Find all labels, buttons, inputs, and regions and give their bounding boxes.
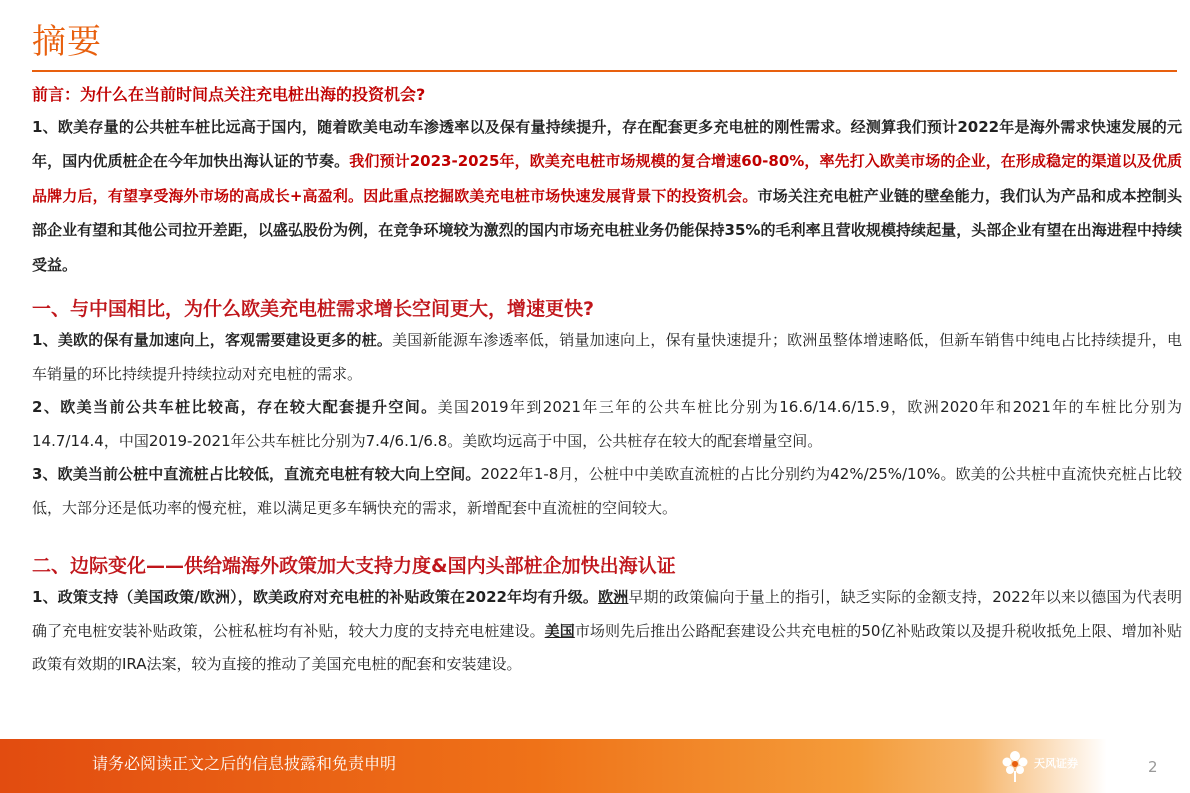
section-1-item-3-lead: 3、欧美当前公桩中直流桩占比较低，直流充电桩有较大向上空间。 <box>32 465 481 484</box>
tianfeng-flower-logo-icon <box>1000 749 1030 783</box>
page-number: 2 <box>1148 758 1158 776</box>
section-1-heading: 一、与中国相比，为什么欧美充电桩需求增长空间更大，增速更快? <box>32 298 595 321</box>
report-body <box>32 80 1182 682</box>
section-2-item-1 <box>32 581 1182 682</box>
section-2-heading: 二、边际变化——供给端海外政策加大支持力度&国内头部桩企加快出海认证 <box>32 555 676 578</box>
page-title: 摘要 <box>32 22 102 62</box>
section-2-eu-body: 早期的政策偏向于量上的指引，缺乏实际的金额支持，2022年以来以德国为代表明确了充电桩安装补贴政策，公桩私桩均有补贴，较大力度的支持充电桩建设。 <box>32 588 1182 640</box>
section-1-item-3 <box>32 458 1182 525</box>
section-2-eu-label: 欧洲 <box>598 588 629 607</box>
section-1-item-3-body: 2022年1-8月，公桩中中美欧直流桩的占比分别约为42%/25%/10%。欧美的公共桩中直流快充桩占比较低，大部分还是低功率的慢充桩，难以满足更多车辆快充的需求，新增配套中直流桩的空间较大。 <box>32 465 1182 517</box>
intro-paragraph <box>32 110 1182 282</box>
section-2-us-body: 市场则先后推出公路配套建设公共充电桩的50亿补贴政策以及提升税收抵免上限、增加补贴政策有效期的IRA法案，较为直接的推动了美国充电桩的配套和安装建设。 <box>32 621 1182 674</box>
title-divider <box>32 70 1177 72</box>
section-1-item-1-body: 美国新能源车渗透率低，销量加速向上，保有量快速提升；欧洲虽整体增速略低，但新车销售中纯电占比持续提升，电车销量的环比持续提升持续拉动对充电桩的需求。 <box>32 331 1182 383</box>
intro-question: 前言：为什么在当前时间点关注充电桩出海的投资机会? <box>32 85 426 104</box>
section-1-item-1-lead: 1、美欧的保有量加速向上，客观需要建设更多的桩。 <box>32 331 393 350</box>
intro-sentence-1: 1、欧美存量的公共桩车桩比远高于国内，随着欧美电动车渗透率以及保有量持续提升，存在配套更多充电桩的刚性需求。经测算我们预计2022年是海外需求快速发展的元年，国内优质桩企在今年加快出海认证的节奏。 <box>32 118 1182 171</box>
footer-disclaimer: 请务必阅读正文之后的信息披露和免责申明 <box>92 754 397 773</box>
company-logo <box>1000 749 1110 785</box>
intro-sentence-2: 我们预计2023-2025年，欧美充电桩市场规模的复合增速60-80%，率先打入欧美市场的企业，在形成稳定的渠道以及优质品牌力后，有望享受海外市场的高成长+高盈利。因此重点挖掘欧美充电桩市场快速发展背景下的投资机会。 <box>32 152 1182 205</box>
intro-sentence-3: 市场关注充电桩产业链的壁垒能力，我们认为产品和成本控制头部企业有望和其他公司拉开差距，以盛弘股份为例，在竞争环境较为激烈的国内市场充电桩业务仍能保持35%的毛利率且营收规模持续起量，头部企业有望在出海进程中持续受益。 <box>32 186 1182 274</box>
section-1-item-2 <box>32 391 1182 458</box>
logo-text: 天风证券 <box>1034 757 1078 770</box>
footer <box>0 739 1190 793</box>
section-2-item-1-lead: 1、政策支持（美国政策/欧洲），欧美政府对充电桩的补贴政策在2022年均有升级。 <box>32 588 599 607</box>
section-1-item-2-body: 美国2019年到2021年三年的公共车桩比分别为16.6/14.6/15.9，欧洲2020年和2021年的车桩比分别为14.7/14.4，中国2019-2021年公共车桩比分别为7.4/6.1/6.8。美欧均远高于中国，公共桩存在较大的配套增量空间。 <box>32 398 1182 450</box>
section-2-us-label: 美国 <box>544 621 575 640</box>
section-1-item-1 <box>32 324 1182 391</box>
section-1-item-2-lead: 2、欧美当前公共车桩比较高，存在较大配套提升空间。 <box>32 398 438 417</box>
